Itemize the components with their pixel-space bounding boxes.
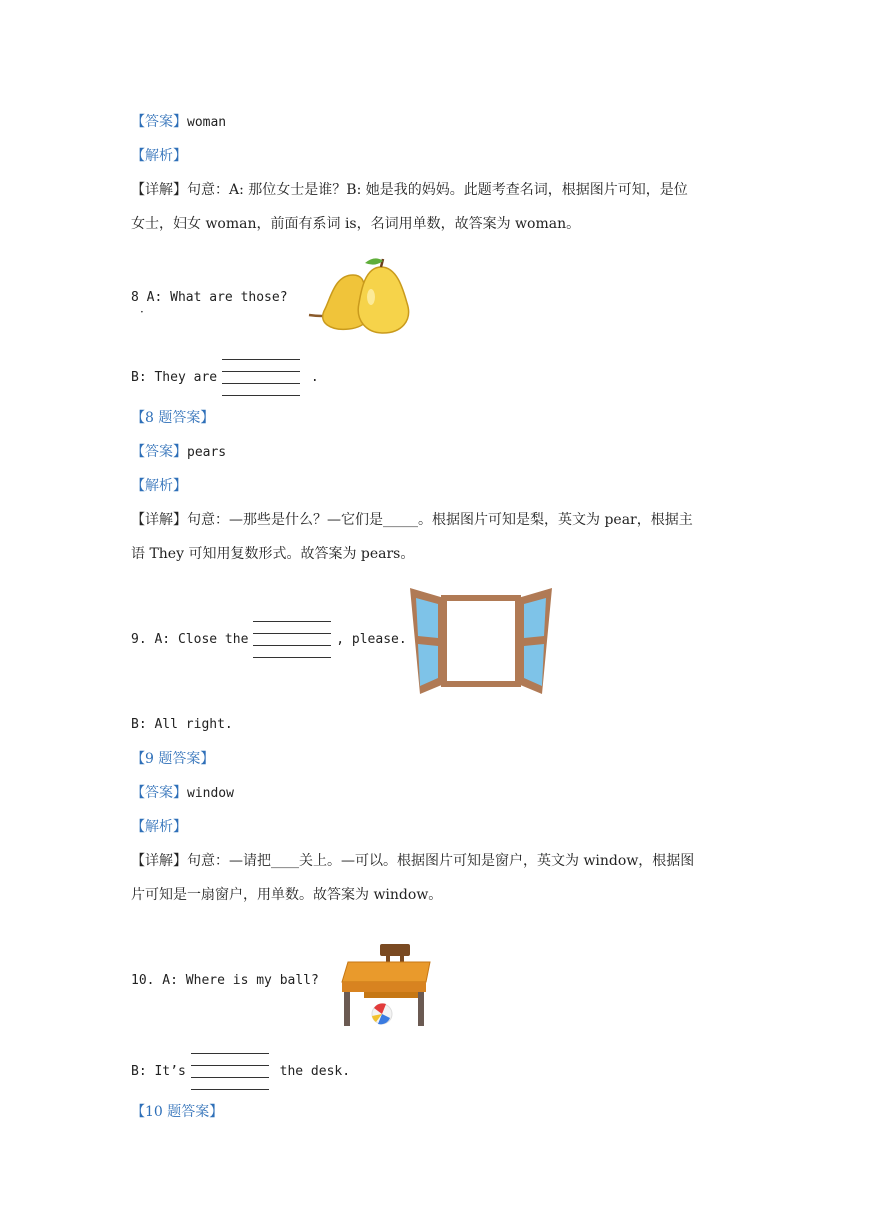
q7-detail-line-1 — [131, 181, 688, 199]
desk-with-ball-picture — [338, 942, 434, 1032]
q9-analysis-label: 【解析】 — [131, 819, 187, 835]
q8-analysis-label: 【解析】 — [131, 478, 187, 494]
answer-label: 【答案】 — [131, 444, 187, 460]
q7-answer-line — [131, 113, 226, 132]
q9-question-prefix: 9. A: Close the — [131, 632, 249, 647]
q8-dot: · — [140, 305, 144, 319]
detail-label: 【详解】 — [131, 182, 187, 198]
q8-reply-prefix: B: They are — [131, 370, 218, 385]
q7-analysis-label: 【解析】 — [131, 148, 187, 164]
q10-answer-header: 【10 题答案】 — [131, 1104, 224, 1120]
window-picture — [406, 584, 556, 696]
q9-answer: window — [187, 786, 234, 801]
q8-answer-blank[interactable] — [222, 359, 300, 407]
q9-answer-line — [131, 784, 234, 803]
q8-detail-text-1: 句意：—那些是什么？—它们是_____。根据图片可知是梨，英文为 pear，根据主 — [187, 512, 693, 528]
q10-reply-prefix: B: It’s — [131, 1064, 186, 1079]
detail-label: 【详解】 — [131, 512, 187, 528]
q10-question: 10. A: Where is my ball? — [131, 973, 319, 988]
q9-detail-line-1 — [131, 852, 694, 870]
q9-detail-line-2: 片可知是一扇窗户，用单数。故答案为 window。 — [131, 887, 443, 903]
q10-reply-suffix: the desk. — [279, 1064, 351, 1079]
answer-label: 【答案】 — [131, 114, 187, 130]
q10-answer-blank[interactable] — [191, 1053, 269, 1101]
q9-answer-blank[interactable] — [253, 621, 331, 669]
q8-detail-line-2: 语 They 可知用复数形式。故答案为 pears。 — [131, 546, 415, 562]
q8-answer-header: 【8 题答案】 — [131, 410, 215, 426]
q9-reply: B: All right. — [131, 717, 233, 732]
q9-answer-header: 【9 题答案】 — [131, 751, 215, 767]
q7-detail-text-1: 句意：A: 那位女士是谁？B: 她是我的妈妈。此题考查名词，根据图片可知，是位 — [187, 182, 688, 198]
q9-question-suffix: , please. — [336, 632, 407, 647]
q9-detail-text-1: 句意：—请把____关上。—可以。根据图片可知是窗户，英文为 window，根据图 — [187, 853, 695, 869]
pears-picture — [305, 257, 417, 337]
q8-answer: pears — [187, 445, 227, 460]
q8-question: 8 A: What are those? — [131, 290, 288, 305]
answer-label: 【答案】 — [131, 785, 187, 801]
q7-answer: woman — [187, 115, 227, 130]
q7-detail-line-2: 女士，妇女 woman，前面有系词 is，名词用单数，故答案为 woman。 — [131, 216, 581, 232]
q8-detail-line-1 — [131, 511, 693, 529]
detail-label: 【详解】 — [131, 853, 187, 869]
q8-answer-line — [131, 443, 226, 462]
q8-reply-suffix: . — [310, 370, 319, 385]
